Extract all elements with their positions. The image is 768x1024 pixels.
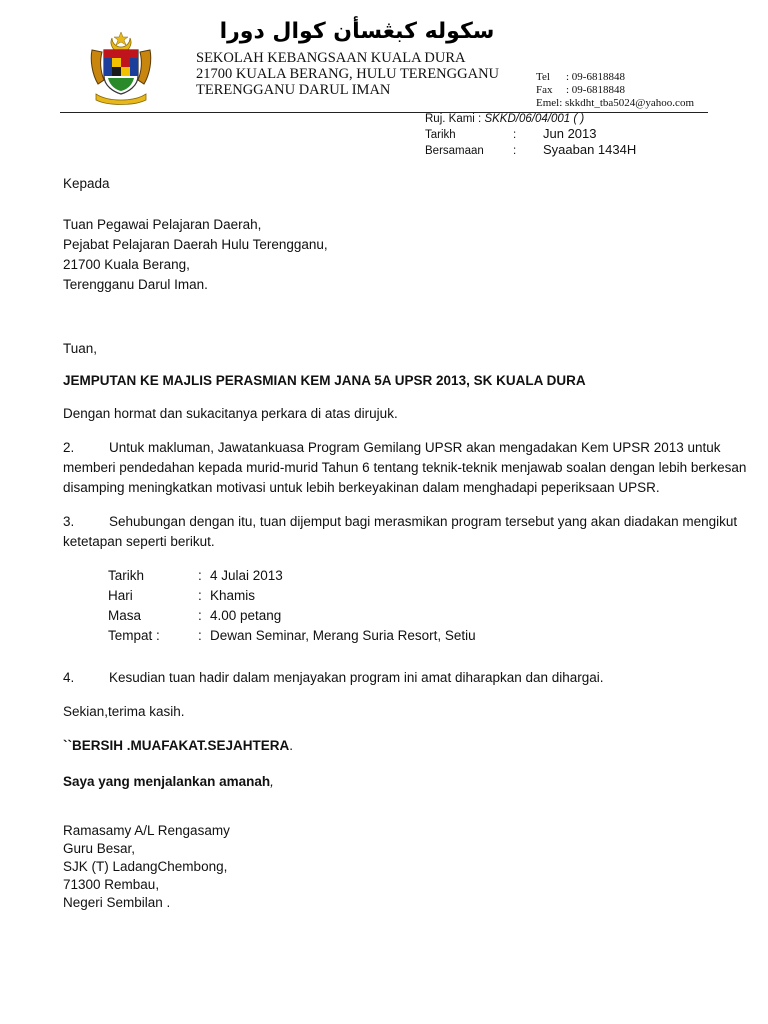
detail-colon: :	[198, 608, 202, 623]
letterhead-divider	[60, 112, 708, 113]
email-line: Emel: skkdht_tba5024@yahoo.com	[536, 97, 694, 109]
paragraph-4-text: Kesudian tuan hadir dalam menjayakan program ini amat diharapkan dan dihargai.	[109, 670, 604, 685]
fax-label: Fax	[536, 84, 553, 96]
school-name: SEKOLAH KEBANGSAAN KUALA DURA	[196, 50, 466, 66]
detail-label: Hari	[108, 588, 133, 603]
paragraph-4	[63, 668, 604, 688]
fax-line	[536, 84, 625, 97]
ref-tarikh-value: Jun 2013	[543, 126, 597, 141]
paragraph-2-line-1	[63, 438, 721, 458]
closing-thanks: Sekian,terima kasih.	[63, 704, 185, 719]
recipient-line: Tuan Pegawai Pelajaran Daerah,	[63, 217, 262, 232]
paragraph-3-text: Sehubungan dengan itu, tuan dijemput bagi merasmikan program tersebut yang akan diadakan mengikut	[109, 514, 738, 529]
paragraph-3-line-1	[63, 512, 737, 532]
paragraph-1: Dengan hormat dan sukacitanya perkara di atas dirujuk.	[63, 406, 398, 421]
paragraph-3-number: 3.	[63, 514, 75, 529]
school-address-line: 21700 KUALA BERANG, HULU TERENGGANU	[196, 66, 500, 82]
detail-row-masa	[108, 606, 281, 626]
detail-colon: :	[198, 588, 202, 603]
tel-line	[536, 71, 625, 84]
ref-ruj-label: Ruj. Kami :	[425, 113, 482, 125]
ref-bersamaan-label: Bersamaan	[425, 145, 484, 157]
detail-value: Khamis	[210, 588, 256, 603]
paragraph-2-line-3: disamping meningkatkan motivasi untuk lebih berkeyakinan dalam menghadapi peperiksaan UPSR.	[63, 480, 660, 495]
ref-ruj-value: SKKD/06/04/001 ( )	[484, 113, 585, 125]
detail-value: Dewan Seminar, Merang Suria Resort, Setiu	[210, 628, 476, 643]
tel-label: Tel	[536, 71, 550, 83]
amanah-end: ,	[270, 774, 274, 789]
recipient-line: Pejabat Pelajaran Daerah Hulu Terengganu,	[63, 237, 328, 252]
tel-value: : 09-6818848	[566, 71, 625, 83]
signatory-postcode: 71300 Rembau,	[63, 877, 160, 892]
ref-tarikh	[425, 127, 597, 142]
ref-tarikh-colon: :	[513, 129, 517, 141]
letter-subject: JEMPUTAN KE MAJLIS PERASMIAN KEM JANA 5A UPSR 2013, SK KUALA DURA	[63, 373, 586, 388]
fax-value: : 09-6818848	[566, 84, 625, 96]
school-motto-text: ``BERSIH .MUAFAKAT.SEJAHTERA	[63, 738, 290, 753]
paragraph-2-line-2: memberi pendedahan kepada murid-murid Tahun 6 tentang teknik-teknik menjawab soalan dengan lebih berkesan	[63, 460, 747, 475]
detail-colon: :	[198, 568, 202, 583]
paragraph-4-number: 4.	[63, 670, 75, 685]
signatory-name: Ramasamy A/L Rengasamy	[63, 823, 230, 838]
signatory-school: SJK (T) LadangChembong,	[63, 859, 228, 874]
amanah-text: Saya yang menjalankan amanah	[63, 774, 271, 789]
school-state-line: TERENGGANU DARUL IMAN	[196, 82, 391, 98]
recipient-line: Terengganu Darul Iman.	[63, 277, 208, 292]
recipient-line: 21700 Kuala Berang,	[63, 257, 190, 272]
paragraph-2-number: 2.	[63, 440, 75, 455]
malaysia-coat-of-arms-icon	[88, 30, 154, 106]
detail-label: Tempat :	[108, 628, 160, 643]
ref-tarikh-label: Tarikh	[425, 129, 456, 141]
signatory-title: Guru Besar,	[63, 841, 136, 856]
detail-label: Tarikh	[108, 568, 145, 583]
signatory-state: Negeri Sembilan .	[63, 895, 171, 910]
amanah-line	[63, 772, 274, 792]
ref-bersamaan	[425, 143, 636, 158]
school-motto-end: .	[289, 738, 294, 753]
paragraph-3-line-2: ketetapan seperti berikut.	[63, 534, 215, 549]
detail-row-tarikh	[108, 566, 283, 586]
ref-bersamaan-colon: :	[513, 145, 517, 157]
detail-label: Masa	[108, 608, 142, 623]
jawi-title-text: سکوله کبڠسأن کوال دورا	[219, 19, 495, 44]
jawi-school-title	[196, 14, 518, 46]
school-motto	[63, 736, 293, 756]
ref-ruj	[425, 112, 584, 126]
kepada-label: Kepada	[63, 176, 110, 191]
detail-row-tempat: Tempat : : Dewan Seminar, Merang Suria Resort, Setiu	[108, 626, 476, 646]
paragraph-2-text: Untuk makluman, Jawatankuasa Program Gemilang UPSR akan mengadakan Kem UPSR 2013 untuk	[109, 440, 721, 455]
ref-bersamaan-value: Syaaban 1434H	[543, 142, 637, 157]
detail-value: 4.00 petang	[210, 608, 282, 623]
salutation: Tuan,	[63, 341, 98, 356]
detail-value: 4 Julai 2013	[210, 568, 283, 583]
detail-row-hari	[108, 586, 255, 606]
